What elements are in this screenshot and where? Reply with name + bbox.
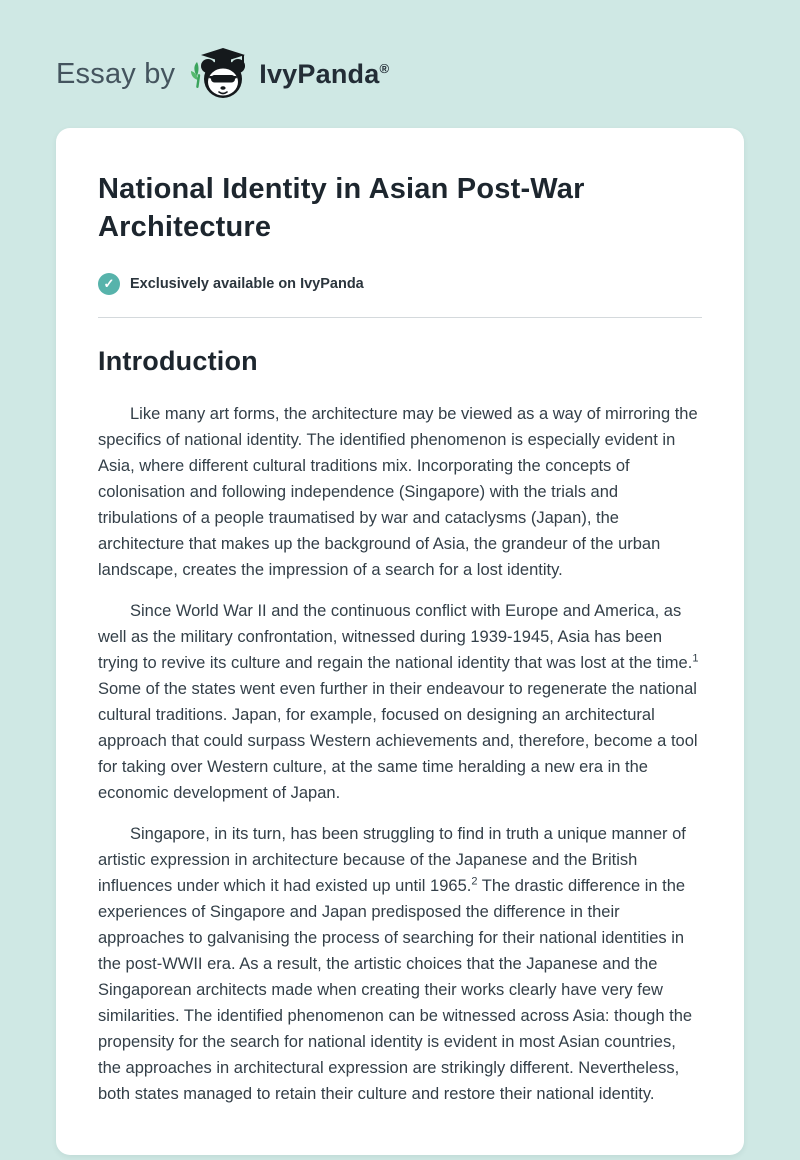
registered-mark: ® <box>379 60 390 76</box>
divider <box>98 317 702 318</box>
footnote-ref-1: 1 <box>692 652 699 665</box>
paragraph-2: Since World War II and the continuous conflict with Europe and America, as well as the military confrontation, witnessed during 1939-1945, Asia has been trying to revive its culture and regain the national identity that was lost at the time.$^1$ Some of the states went even further in their endeavour to regenerate the national cultural traditions. Japan, for example, focused on designing an architectural approach that could surpass Western achievements and, therefore, become a tool for taking over Western culture, at the same time heralding a new era in the economic development of Japan. <box>98 601 699 802</box>
site-header <box>56 40 744 128</box>
brand-name: IvyPanda® <box>259 58 390 89</box>
check-icon: ✓ <box>98 273 120 295</box>
paragraph-3: Singapore, in its turn, has been struggling to find in truth a unique manner of artistic expression in architecture because of the Japanese and the British influences under which it had existed up until 1965.$^2$ The drastic difference in the experiences of Singapore and Japan predisposed the difference in their approaches to galvanising the process of searching for their national identities in the post-WWII era. As a result, the artistic choices that the Japanese and the Singaporean architects made when creating their works clearly have very few similarities. The identified phenomenon can be witnessed across Asia: though the propensity for the search for national identity is evident in most Asian countries, the approaches in architectural expression are strikingly different. Nevertheless, both states managed to retain their culture and restore their national identity. <box>98 824 693 1103</box>
availability-badge <box>98 273 702 295</box>
footnote-ref-2: 2 <box>471 875 478 888</box>
panda-logo-icon <box>189 46 251 102</box>
essay-card <box>56 128 744 1155</box>
essay-by-label: Essay by <box>56 57 176 90</box>
paragraph-1: Like many art forms, the architecture may be viewed as a way of mirroring the specifics of national identity. The identified phenomenon is especially evident in Asia, where different cultural traditions mix. Incorporating the concepts of colonisation and following independence (Singapore) with the trials and tribulations of a people traumatised by war and cataclysms (Japan), the architecture that makes up the background of Asia, the grandeur of the urban landscape, creates the impression of a search for a lost identity. <box>98 404 698 579</box>
essay-body <box>98 401 702 1107</box>
essay-title: National Identity in Asian Post-War Architecture <box>98 173 585 244</box>
availability-text: Exclusively available on IvyPanda <box>130 275 364 292</box>
section-heading-introduction: Introduction <box>98 345 258 376</box>
ivypanda-logo[interactable] <box>189 46 389 102</box>
